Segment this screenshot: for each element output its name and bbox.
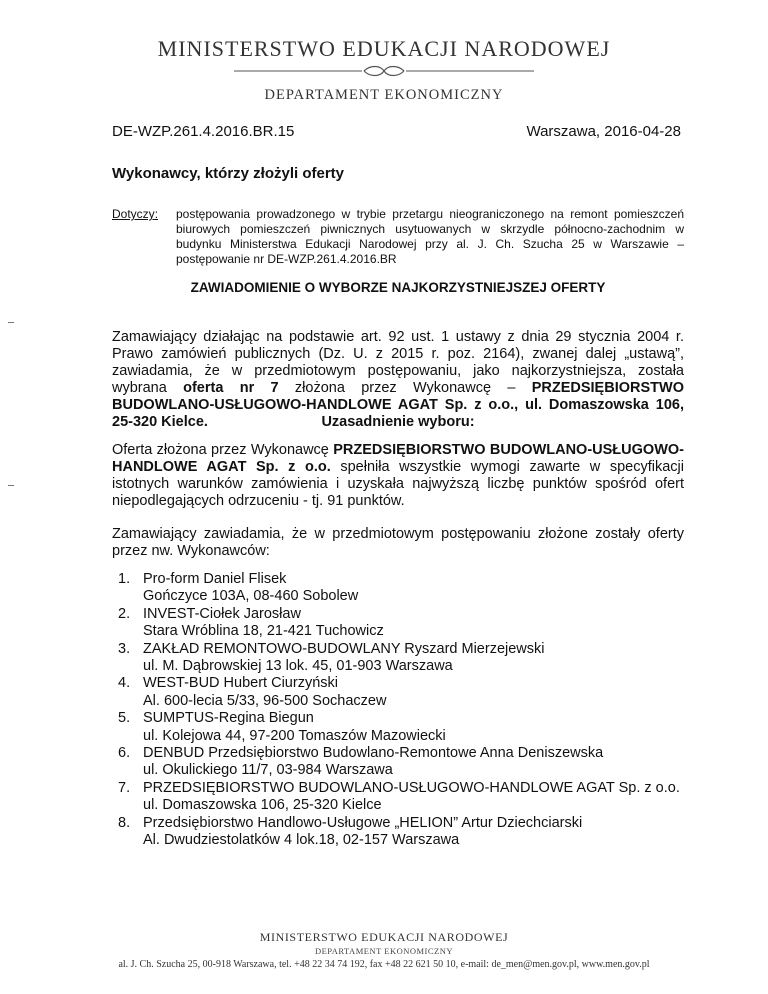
- list-item: [112, 641, 692, 676]
- bidder-address: ul. Okulickiego 11/7, 03-984 Warszawa: [143, 762, 393, 779]
- list-item-number: 3.: [118, 640, 131, 657]
- margin-mark: [8, 322, 14, 323]
- bidder-address: Stara Wróblina 18, 21-421 Tuchowicz: [143, 623, 384, 640]
- footer-department: DEPARTAMENT EKONOMICZNY: [314, 946, 454, 956]
- reference-number: DE-WZP.261.4.2016.BR.15: [112, 123, 295, 140]
- bidder-name: INVEST-Ciołek Jarosław: [143, 605, 301, 622]
- list-item-number: 1.: [118, 571, 131, 587]
- bidder-name: DENBUD Przedsiębiorstwo Budowlano-Remontowe Anna Deniszewska: [143, 745, 604, 762]
- list-item-number: 2.: [118, 605, 131, 622]
- paragraph-decision-part: złożona przez Wykonawcę –: [278, 380, 532, 396]
- list-item-number: 4.: [118, 675, 131, 692]
- winner-name: PRZEDSIĘBIORSTWO BUDOWLANO-USŁUGOWO-HANDLOWE AGAT Sp. z o.o.: [112, 442, 684, 475]
- bidder-address: Al. 600-lecia 5/33, 96-500 Sochaczew: [143, 692, 387, 709]
- footer-ministry: MINISTERSTWO EDUKACJI NARODOWEJ: [259, 930, 509, 944]
- ornament-icon: [234, 64, 534, 78]
- subject-label-text: Dotyczy: [112, 207, 155, 221]
- letterhead: [0, 36, 768, 104]
- addressee: Wykonawcy, którzy złożyli oferty: [112, 165, 345, 182]
- list-item: [112, 780, 692, 815]
- list-item: [112, 606, 692, 641]
- bidder-name: ZAKŁAD REMONTOWO-BUDOWLANY Ryszard Mierzejewski: [143, 640, 545, 657]
- paragraph-justification: [112, 442, 684, 510]
- paragraph-justification-part: Oferta złożona przez Wykonawcę: [112, 442, 334, 458]
- list-item: [112, 710, 692, 745]
- list-item-number: 7.: [118, 779, 131, 796]
- bidder-name: SUMPTUS-Regina Biegun: [143, 710, 314, 727]
- paragraph-bidders-intro: Zamawiający zawiadamia, że w przedmiotowym postępowaniu złożone zostały oferty przez nw. Wykonawców:: [112, 526, 684, 559]
- bidder-address: ul. M. Dąbrowskiej 13 lok. 45, 01-903 Warszawa: [143, 658, 453, 675]
- margin-mark: [8, 485, 14, 486]
- paragraph-justification-part: spełniła wszystkie wymogi zawarte w specyfikacji istotnych warunków zamówienia i uzyskała najwyższą liczbę punktów spośród ofert niepodlegających odrzuceniu - tj. 91 punktów.: [112, 459, 684, 509]
- notice-title: ZAWIADOMIENIE O WYBORZE NAJKORZYSTNIEJSZEJ OFERTY: [190, 280, 606, 295]
- bidder-address: ul. Kolejowa 44, 97-200 Tomaszów Mazowiecki: [143, 727, 446, 744]
- winner-name: PRZEDSIĘBIORSTWO BUDOWLANO-USŁUGOWO-HANDLOWE AGAT Sp. z o.o., ul. Domaszowska 106, 25-320 Kielce.: [112, 380, 684, 430]
- bidder-name: PRZEDSIĘBIORSTWO BUDOWLANO-USŁUGOWO-HANDLOWE AGAT Sp. z o.o.: [143, 779, 680, 796]
- list-item-number: 6.: [118, 745, 131, 762]
- list-item-number: 5.: [118, 710, 131, 727]
- justification-title: Uzasadnienie wyboru:: [321, 414, 475, 430]
- bidders-list: [112, 571, 692, 850]
- bidder-address: ul. Domaszowska 106, 25-320 Kielce: [143, 797, 382, 814]
- list-item-number: 8.: [118, 814, 131, 831]
- list-item: [112, 815, 692, 850]
- list-item: [112, 571, 692, 606]
- document-date: Warszawa, 2016-04-28: [526, 123, 681, 140]
- subject-label: Dotyczy:: [112, 207, 159, 221]
- ministry-name: MINISTERSTWO EDUKACJI NARODOWEJ: [157, 36, 611, 61]
- paragraph-decision-part: Zamawiający działając na podstawie art. 92 ust. 1 ustawy z dnia 29 stycznia 2004 r. Prawo zamówień publicznych (Dz. U. z 2015 r. poz. 2164), zwanej dalej „ustawą”, zawiadamia, że w przedmiotowym postępowaniu, jako najkorzystniejsza, została wybrana: [112, 329, 684, 396]
- bidder-address: Gończyce 103A, 08-460 Sobolew: [143, 588, 359, 605]
- bidder-name: WEST-BUD Hubert Ciurzyński: [143, 675, 338, 692]
- offer-number: oferta nr 7: [183, 380, 279, 396]
- list-item: [112, 745, 692, 780]
- bidder-name: Przedsiębiorstwo Handlowo-Usługowe „HELION” Artur Dziechciarski: [143, 814, 583, 831]
- footer: [0, 930, 768, 970]
- department-name: DEPARTAMENT EKONOMICZNY: [264, 87, 504, 103]
- bidder-name: Pro-form Daniel Flisek: [143, 571, 287, 587]
- subject-text: postępowania prowadzonego w trybie przetargu nieograniczonego na remont pomieszczeń biurowych pomieszczeń piwnicznych usytuowanych w skrzydle północno-zachodnim w budynku Ministerstwa Edukacji Narodowej przy al. J. Ch. Szucha 25 w Warszawie – postępowanie nr DE-WZP.261.4.2016.BR: [176, 207, 684, 266]
- footer-contact: al. J. Ch. Szucha 25, 00-918 Warszawa, tel. +48 22 34 74 192, fax +48 22 621 50 10, e-mail: de_men@men.gov.pl, www.men.gov.pl: [118, 959, 650, 970]
- bidder-address: Al. Dwudziestolatków 4 lok.18, 02-157 Warszawa: [143, 832, 460, 849]
- list-item: [112, 675, 692, 710]
